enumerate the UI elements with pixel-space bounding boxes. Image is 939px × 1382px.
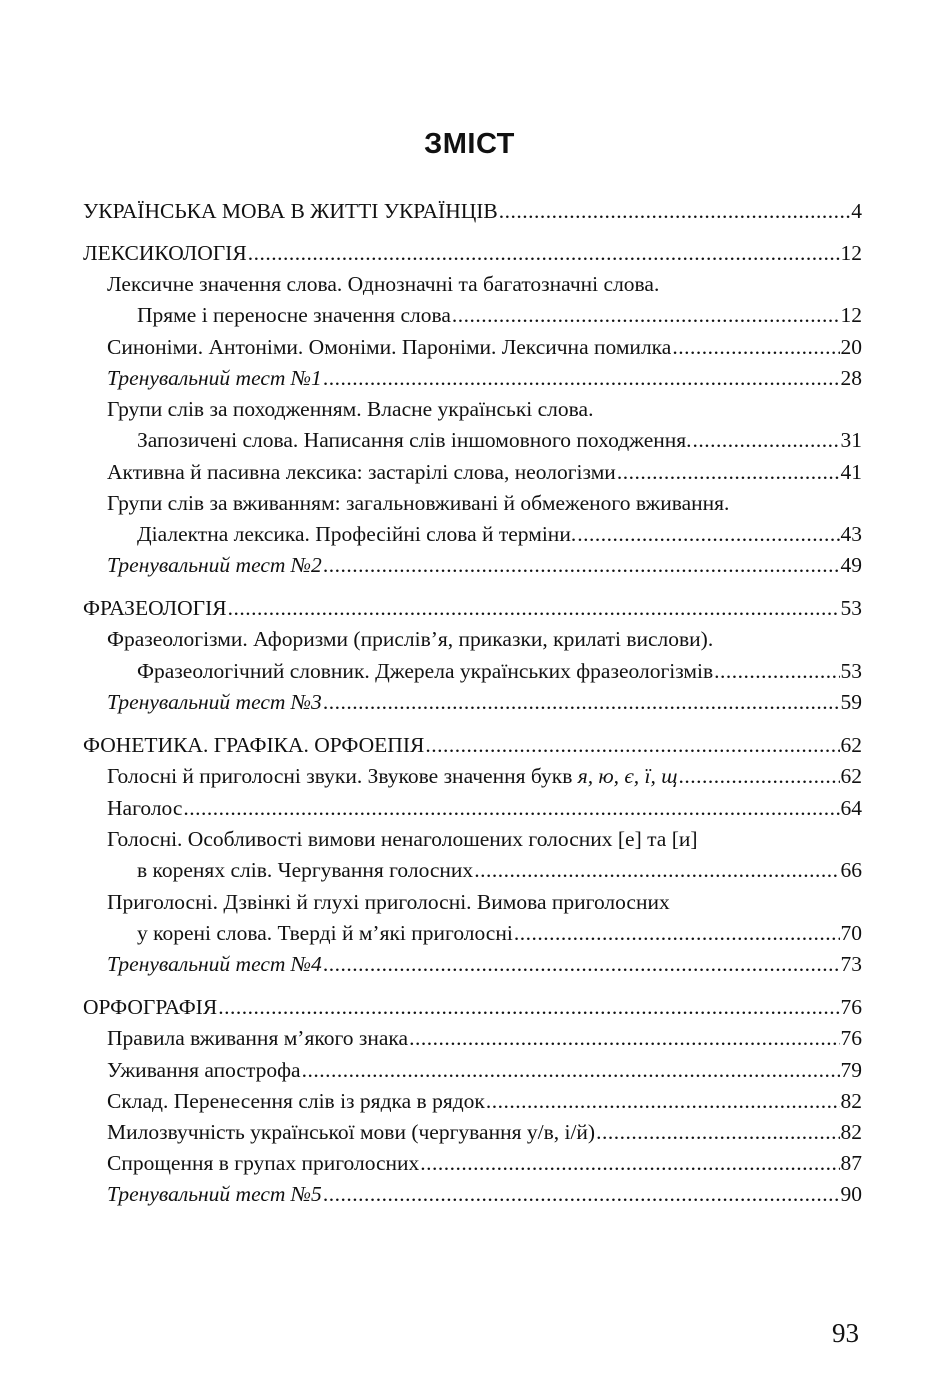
toc-entry-label[interactable]: Фразеологізми. Афоризми (прислів’я, приказки, крилаті вислови). bbox=[107, 627, 714, 651]
dot-leader bbox=[183, 793, 839, 824]
dot-leader bbox=[672, 332, 839, 363]
toc-entry-page: 20 bbox=[840, 335, 862, 359]
toc-entry-page: 76 bbox=[840, 995, 862, 1019]
toc-entry[interactable] bbox=[83, 196, 862, 227]
toc-entry-page: 64 bbox=[840, 796, 862, 820]
toc-entry-label: ЛЕКСИКОЛОГІЯ bbox=[83, 241, 247, 265]
toc-entry-label[interactable]: Приголосні. Дзвінкі й глухі приголосні. Вимова приголосних bbox=[107, 890, 670, 914]
toc-entry[interactable] bbox=[107, 1055, 862, 1086]
dot-leader bbox=[323, 550, 840, 581]
toc-entry-label: Пряме і переносне значення слова bbox=[137, 303, 451, 327]
toc-entry-label: у корені слова. Тверді й м’які приголосні bbox=[137, 921, 513, 945]
dot-leader bbox=[420, 1148, 839, 1179]
toc-entry-label: Наголос bbox=[107, 796, 183, 820]
dot-leader bbox=[452, 300, 840, 331]
dot-leader bbox=[678, 761, 839, 792]
toc-entry[interactable] bbox=[83, 593, 862, 624]
toc-entry-label-italic: я, ю, є, ї, щ bbox=[577, 764, 678, 788]
toc-entry-label: ФОНЕТИКА. ГРАФІКА. ОРФОЕПІЯ bbox=[83, 733, 425, 757]
toc-entry[interactable] bbox=[107, 1148, 862, 1179]
toc-entry[interactable] bbox=[83, 238, 862, 269]
toc-entry[interactable] bbox=[107, 550, 862, 581]
toc-entry-label: Правила вживання м’якого знака bbox=[107, 1026, 409, 1050]
toc-entry-page: 62 bbox=[840, 733, 862, 757]
dot-leader bbox=[499, 196, 850, 227]
toc-entry-label: Активна й пасивна лексика: застарілі слова, неологізми bbox=[107, 460, 616, 484]
toc-entry[interactable] bbox=[107, 687, 862, 718]
toc-entry-page: 82 bbox=[840, 1120, 862, 1144]
dot-leader bbox=[514, 918, 840, 949]
toc-entry-page: 12 bbox=[840, 241, 862, 265]
toc-entry-page: 43 bbox=[840, 522, 862, 546]
toc-entry[interactable] bbox=[107, 949, 862, 980]
toc-entry[interactable] bbox=[107, 793, 862, 824]
toc-entry-label: в коренях слів. Чергування голосних bbox=[137, 858, 474, 882]
toc-entry-label: Тренувальний тест №5 bbox=[107, 1182, 322, 1206]
toc-entry-page: 90 bbox=[840, 1182, 862, 1206]
page-title: ЗМІСТ bbox=[424, 128, 515, 160]
page-number: 93 bbox=[832, 1318, 859, 1348]
dot-leader bbox=[323, 949, 840, 980]
dot-leader bbox=[577, 519, 839, 550]
toc-entry-page: 76 bbox=[840, 1026, 862, 1050]
toc-entry[interactable] bbox=[107, 363, 862, 394]
dot-leader bbox=[693, 425, 840, 456]
toc-entry[interactable] bbox=[107, 1179, 862, 1210]
toc-entry-label bbox=[107, 761, 677, 792]
dot-leader bbox=[617, 457, 840, 488]
dot-leader bbox=[409, 1023, 839, 1054]
toc-entry[interactable] bbox=[107, 457, 862, 488]
dot-leader bbox=[248, 238, 840, 269]
toc-entry-label: Милозвучність української мови (чергування у/в, і/й) bbox=[107, 1120, 596, 1144]
toc-entry-label[interactable]: Групи слів за походженням. Власне українські слова. bbox=[107, 397, 594, 421]
toc-entry[interactable] bbox=[137, 519, 862, 550]
toc-entry-page: 53 bbox=[840, 596, 862, 620]
toc-entry-page: 62 bbox=[840, 764, 862, 788]
toc-entry-label[interactable]: Голосні. Особливості вимови ненаголошених голосних [е] та [и] bbox=[107, 827, 698, 851]
toc-entry-page: 4 bbox=[851, 199, 862, 223]
toc-entry-label: Запозичені слова. Написання слів іншомовного походження. bbox=[137, 428, 692, 452]
toc-entry-label: УКРАЇНСЬКА МОВА В ЖИТТІ УКРАЇНЦІВ bbox=[83, 199, 498, 223]
toc-entry-page: 53 bbox=[840, 659, 862, 683]
toc-entry-page: 79 bbox=[840, 1058, 862, 1082]
toc-entry-label: ОРФОГРАФІЯ bbox=[83, 995, 218, 1019]
toc-entry[interactable] bbox=[83, 992, 862, 1023]
toc-entry-page: 66 bbox=[840, 858, 862, 882]
toc-entry-label[interactable]: Групи слів за вживанням: загальновживані й обмеженого вживання. bbox=[107, 491, 730, 515]
dot-leader bbox=[596, 1117, 839, 1148]
toc-entry[interactable] bbox=[107, 1023, 862, 1054]
toc-entry-label: Склад. Перенесення слів із рядка в рядок bbox=[107, 1089, 485, 1113]
toc-entry-label: Тренувальний тест №2 bbox=[107, 553, 322, 577]
dot-leader bbox=[323, 687, 840, 718]
dot-leader bbox=[218, 992, 839, 1023]
toc-entry-label: Спрощення в групах приголосних bbox=[107, 1151, 420, 1175]
toc-entry-page: 31 bbox=[840, 428, 862, 452]
toc-entry-label: Тренувальний тест №1 bbox=[107, 366, 322, 390]
toc-entry[interactable] bbox=[137, 855, 862, 886]
toc-entry-label: Синоніми. Антоніми. Омоніми. Пароніми. Лексична помилка bbox=[107, 335, 672, 359]
toc-entry-page: 82 bbox=[840, 1089, 862, 1113]
toc-entry[interactable] bbox=[107, 1117, 862, 1148]
toc-entry-page: 59 bbox=[840, 690, 862, 714]
toc-entry[interactable] bbox=[137, 918, 862, 949]
toc-entry-page: 87 bbox=[840, 1151, 862, 1175]
toc-entry-page: 41 bbox=[840, 460, 862, 484]
toc-entry-page: 28 bbox=[840, 366, 862, 390]
toc-entry[interactable] bbox=[107, 761, 862, 792]
dot-leader bbox=[228, 593, 840, 624]
toc-entry-label: ФРАЗЕОЛОГІЯ bbox=[83, 596, 227, 620]
toc-entry[interactable] bbox=[137, 300, 862, 331]
toc-entry-label-text: Голосні й приголосні звуки. Звукове значення букв bbox=[107, 764, 578, 788]
toc-entry[interactable] bbox=[137, 656, 862, 687]
toc-entry-label[interactable]: Лексичне значення слова. Однозначні та багатозначні слова. bbox=[107, 272, 660, 296]
toc-entry-label: Фразеологічний словник. Джерела українських фразеологізмів bbox=[137, 659, 714, 683]
toc-entry-label: Тренувальний тест №4 bbox=[107, 952, 322, 976]
toc-entry-page: 70 bbox=[840, 921, 862, 945]
dot-leader bbox=[486, 1086, 840, 1117]
dot-leader bbox=[323, 1179, 840, 1210]
toc-entry-page: 73 bbox=[840, 952, 862, 976]
dot-leader bbox=[714, 656, 839, 687]
toc-entry-label: Діалектна лексика. Професійні слова й терміни. bbox=[137, 522, 577, 546]
toc-entry-label: Уживання апострофа bbox=[107, 1058, 301, 1082]
dot-leader bbox=[302, 1055, 840, 1086]
dot-leader bbox=[323, 363, 840, 394]
toc-entry[interactable] bbox=[107, 332, 862, 363]
toc-entry-label: Тренувальний тест №3 bbox=[107, 690, 322, 714]
toc-entry-page: 49 bbox=[840, 553, 862, 577]
dot-leader bbox=[425, 730, 839, 761]
toc-entry-page: 12 bbox=[840, 303, 862, 327]
toc-entry[interactable] bbox=[107, 1086, 862, 1117]
toc-entry[interactable] bbox=[137, 425, 862, 456]
toc-entry[interactable] bbox=[83, 730, 862, 761]
dot-leader bbox=[474, 855, 839, 886]
